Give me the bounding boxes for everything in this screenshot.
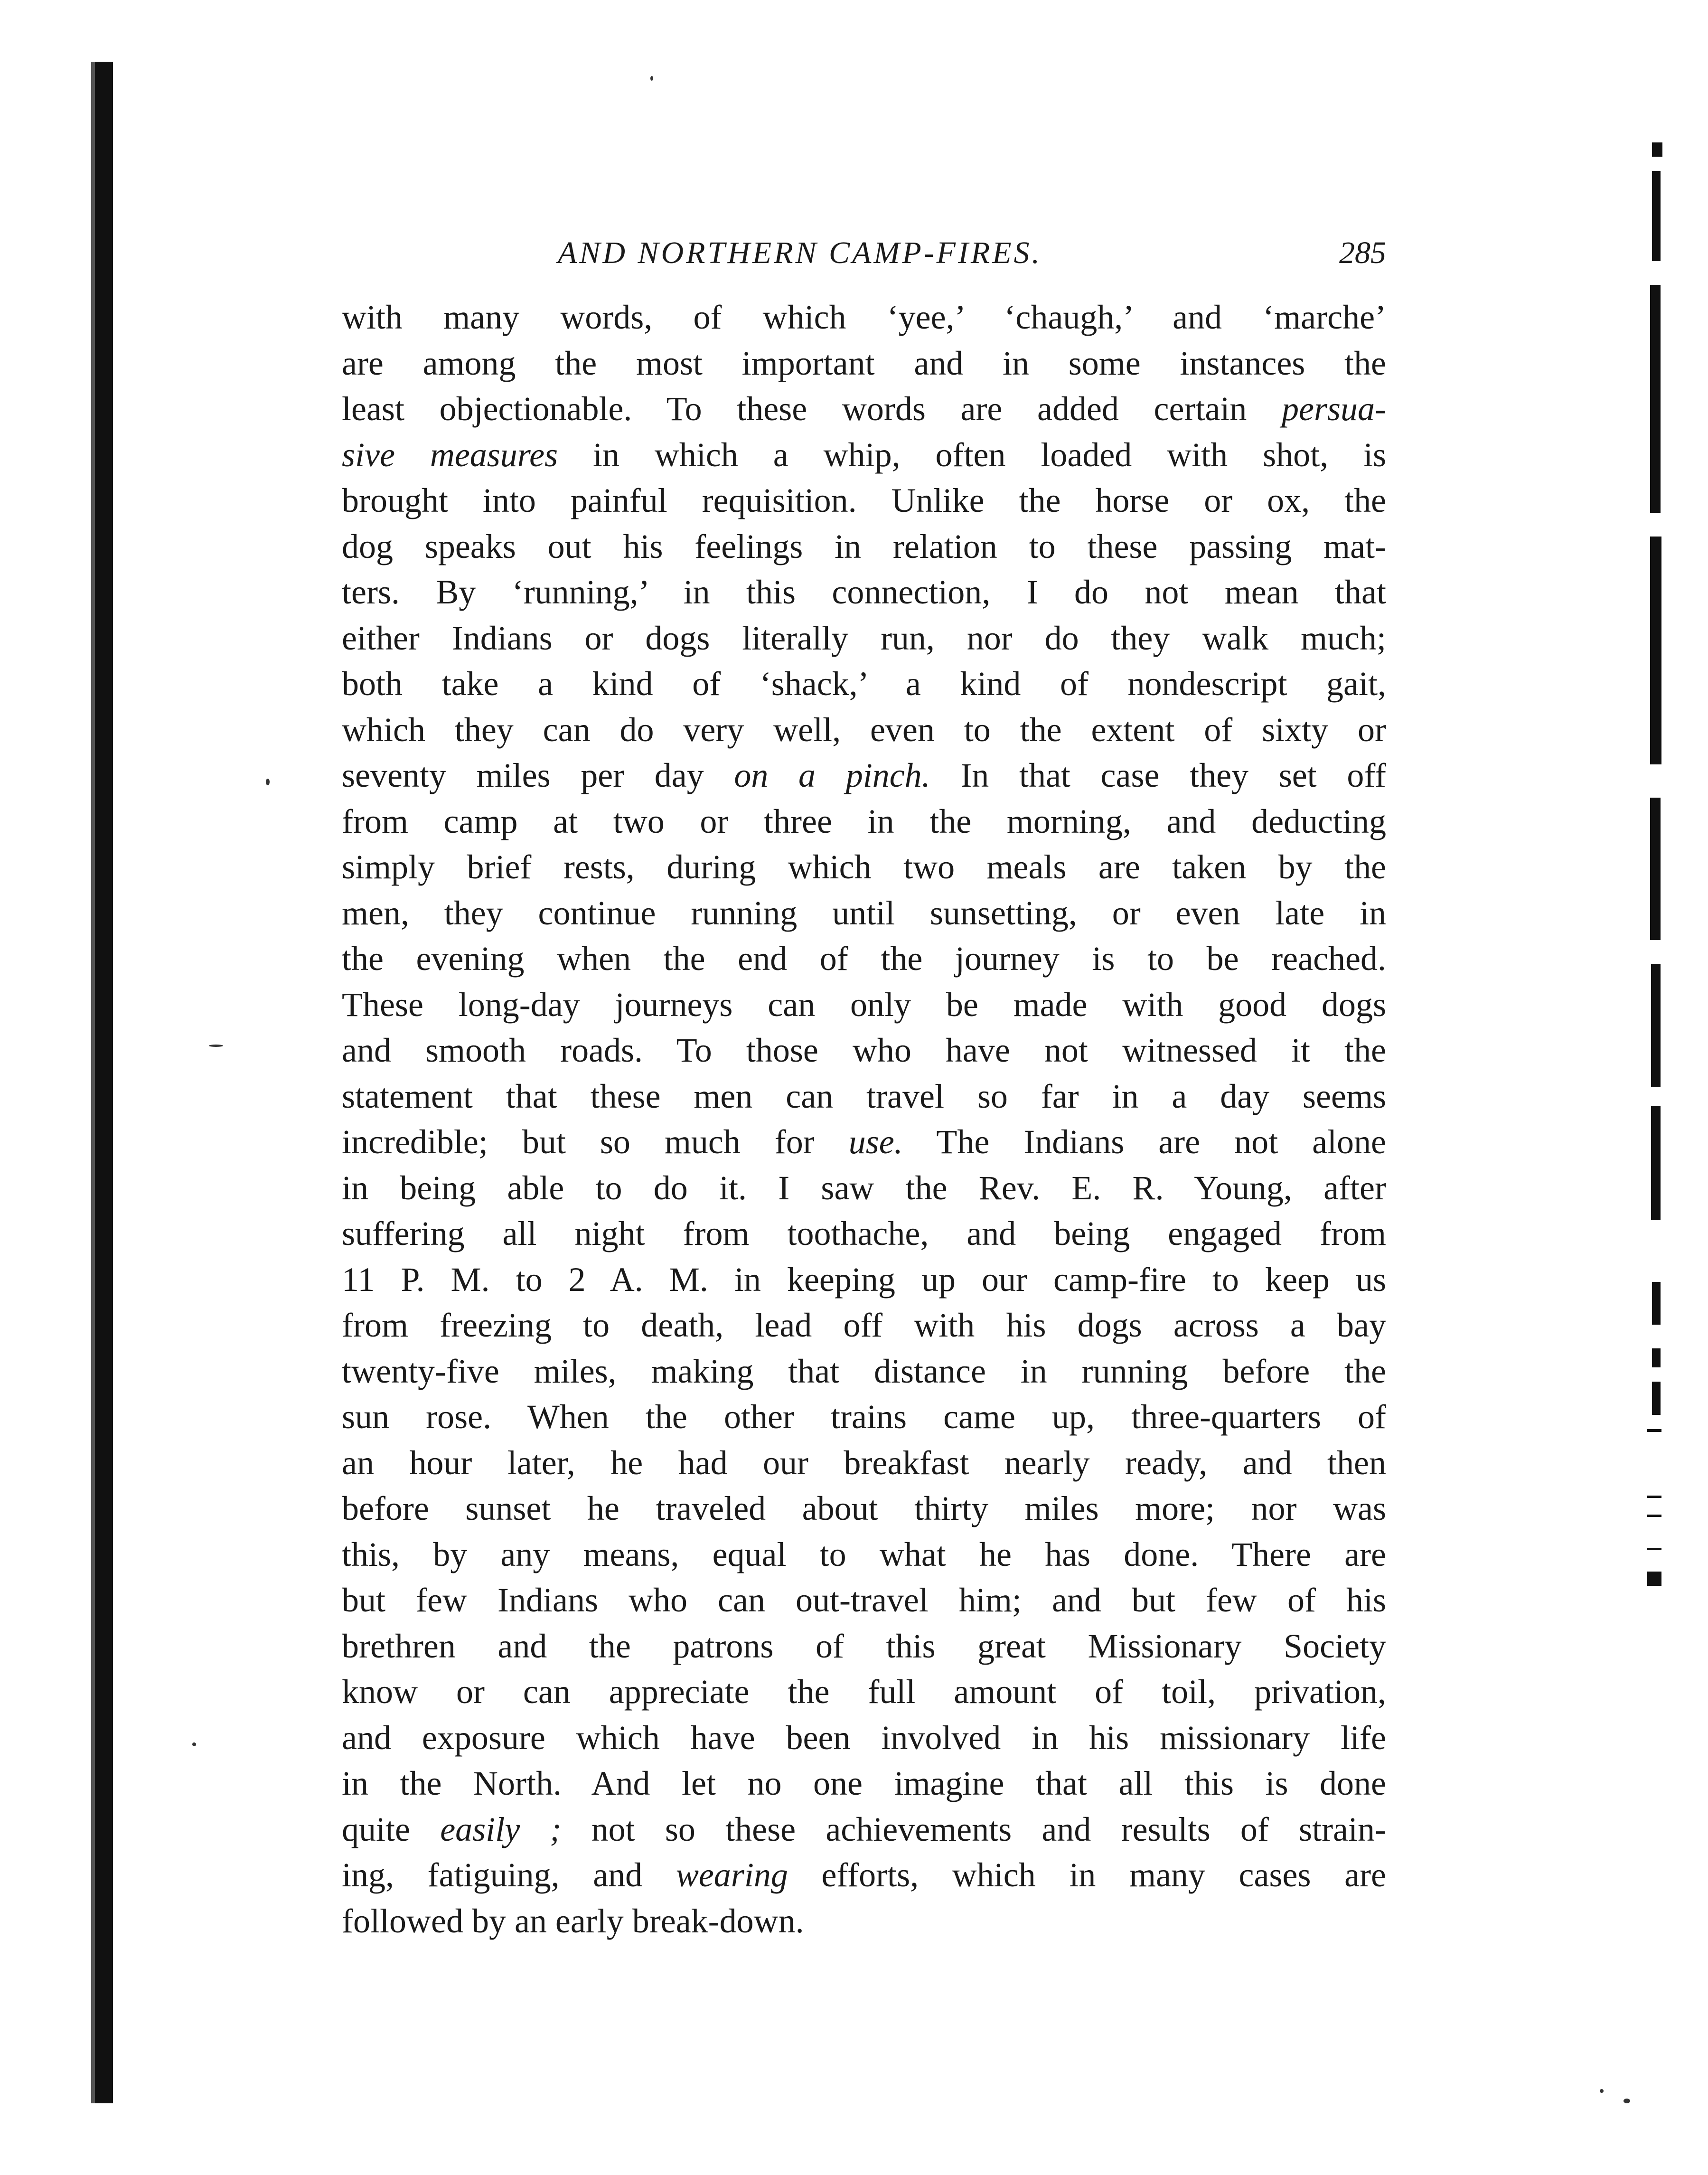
italic-text: sive measures <box>342 435 558 474</box>
text-segment: and smooth roads. To those who have not witnessed it the <box>342 1031 1386 1069</box>
text-line <box>342 1302 1386 1348</box>
edge-mark <box>1651 964 1661 1087</box>
text-segment: ing, fatiguing, and <box>342 1856 676 1894</box>
text-segment: this, by any means, equal to what he has done. There are <box>342 1535 1386 1573</box>
text-segment: The Indians are not alone <box>902 1123 1386 1161</box>
binding-shadow <box>95 62 113 2103</box>
text-line <box>342 615 1386 661</box>
text-line <box>342 1623 1386 1669</box>
text-line <box>342 1852 1386 1898</box>
text-segment: seventy miles per day <box>342 756 734 794</box>
edge-mark <box>1652 1348 1661 1367</box>
text-line <box>342 844 1386 890</box>
text-segment: ters. By ‘running,’ in this connection, I do not mean that <box>342 573 1386 611</box>
text-segment: men, they continue running until sunsetting, or even late in <box>342 894 1386 932</box>
speck <box>209 1045 223 1047</box>
edge-mark <box>1647 1548 1661 1550</box>
text-line <box>342 1669 1386 1715</box>
text-segment: quite <box>342 1810 441 1848</box>
text-segment: before sunset he traveled about thirty miles more; nor was <box>342 1489 1386 1527</box>
text-line <box>342 1440 1386 1486</box>
text-line <box>342 1486 1386 1532</box>
text-line <box>342 1715 1386 1761</box>
text-segment: brought into painful requisition. Unlike the horse or ox, the <box>342 481 1386 519</box>
binding-shadow-thin <box>91 62 95 2103</box>
text-line <box>342 890 1386 936</box>
text-line <box>342 1119 1386 1165</box>
speck <box>1600 2089 1604 2093</box>
running-title: AND NORTHERN CAMP-FIRES. <box>558 235 1042 270</box>
text-line <box>342 524 1386 570</box>
text-segment: not so these achievements and results of strain- <box>561 1810 1386 1848</box>
text-line <box>342 707 1386 753</box>
text-segment: from freezing to death, lead off with his dogs across a bay <box>342 1306 1386 1344</box>
text-line <box>342 569 1386 615</box>
italic-text: persua- <box>1282 390 1386 428</box>
text-segment: brethren and the patrons of this great Missionary Society <box>342 1627 1386 1665</box>
text-segment: in which a whip, often loaded with shot, is <box>558 435 1386 474</box>
text-line <box>342 661 1386 707</box>
speck <box>650 76 653 81</box>
text-line <box>342 1577 1386 1623</box>
text-segment: least objectionable. To these words are added certain <box>342 390 1282 428</box>
text-line <box>342 340 1386 386</box>
text-segment: know or can appreciate the full amount of toil, privation, <box>342 1673 1386 1711</box>
text-line <box>342 386 1386 432</box>
edge-mark <box>1650 798 1661 940</box>
speck <box>192 1742 196 1746</box>
edge-mark <box>1647 1429 1661 1432</box>
text-segment: simply brief rests, during which two meals are taken by the <box>342 848 1386 886</box>
text-segment: followed by an early break-down. <box>342 1902 804 1940</box>
text-line <box>342 1073 1386 1120</box>
edge-mark <box>1652 171 1661 261</box>
italic-text: easily ; <box>440 1810 562 1848</box>
text-line <box>342 1027 1386 1073</box>
edge-mark <box>1652 1382 1661 1415</box>
edge-mark <box>1647 1496 1661 1498</box>
text-line <box>342 1165 1386 1211</box>
text-line <box>342 1211 1386 1257</box>
text-segment: which they can do very well, even to the extent of sixty or <box>342 710 1386 749</box>
text-segment: with many words, of which ‘yee,’ ‘chaugh,’ and ‘marche’ <box>342 298 1386 336</box>
text-segment: and exposure which have been involved in his missionary life <box>342 1718 1386 1757</box>
text-segment: These long-day journeys can only be made with good dogs <box>342 985 1386 1024</box>
text-segment: an hour later, he had our breakfast nearly ready, and then <box>342 1443 1386 1482</box>
text-segment: both take a kind of ‘shack,’ a kind of nondescript gait, <box>342 665 1386 703</box>
edge-mark <box>1650 537 1661 764</box>
text-line <box>342 753 1386 799</box>
text-line <box>342 432 1386 478</box>
italic-text: wearing <box>676 1856 788 1894</box>
speck <box>1624 2099 1630 2103</box>
edge-mark <box>1652 1282 1661 1325</box>
text-segment: from camp at two or three in the morning, and deducting <box>342 802 1386 840</box>
text-line <box>342 1898 1386 1944</box>
text-line <box>342 1394 1386 1440</box>
italic-text: on a pinch. <box>734 756 930 794</box>
body-text <box>342 294 1386 1944</box>
text-line <box>342 1348 1386 1394</box>
text-segment: statement that these men can travel so far in a day seems <box>342 1077 1386 1115</box>
text-segment: the evening when the end of the journey is to be reached. <box>342 940 1386 978</box>
running-head <box>342 235 1386 287</box>
text-line <box>342 478 1386 524</box>
edge-mark <box>1652 142 1662 157</box>
text-segment: efforts, which in many cases are <box>788 1856 1386 1894</box>
edge-mark <box>1651 1106 1661 1220</box>
text-line <box>342 982 1386 1028</box>
page-number: 285 <box>1339 235 1386 270</box>
text-segment: but few Indians who can out-travel him; and but few of his <box>342 1581 1386 1619</box>
text-segment: 11 P. M. to 2 A. M. in keeping up our camp-fire to keep us <box>342 1260 1386 1299</box>
text-line <box>342 1807 1386 1853</box>
text-segment: in the North. And let no one imagine that all this is done <box>342 1764 1386 1802</box>
text-line <box>342 1761 1386 1807</box>
text-line <box>342 1257 1386 1303</box>
text-segment: are among the most important and in some instances the <box>342 344 1386 382</box>
text-segment: sun rose. When the other trains came up, three-quarters of <box>342 1398 1386 1436</box>
text-segment: dog speaks out his feelings in relation to these passing mat- <box>342 527 1386 565</box>
text-segment: in being able to do it. I saw the Rev. E. R. Young, after <box>342 1168 1386 1207</box>
text-segment: twenty-five miles, making that distance in running before the <box>342 1352 1386 1390</box>
edge-mark <box>1647 1572 1661 1586</box>
text-line <box>342 1532 1386 1578</box>
text-segment: suffering all night from toothache, and being engaged from <box>342 1215 1386 1252</box>
edge-mark <box>1650 285 1661 513</box>
text-line <box>342 936 1386 982</box>
speck <box>266 779 270 785</box>
text-line <box>342 294 1386 340</box>
text-line <box>342 799 1386 845</box>
text-segment: incredible; but so much for <box>342 1123 849 1161</box>
text-segment: either Indians or dogs literally run, nor do they walk much; <box>342 619 1386 657</box>
italic-text: use. <box>848 1123 903 1161</box>
text-segment: In that case they set off <box>930 756 1386 794</box>
edge-mark <box>1647 1515 1661 1517</box>
